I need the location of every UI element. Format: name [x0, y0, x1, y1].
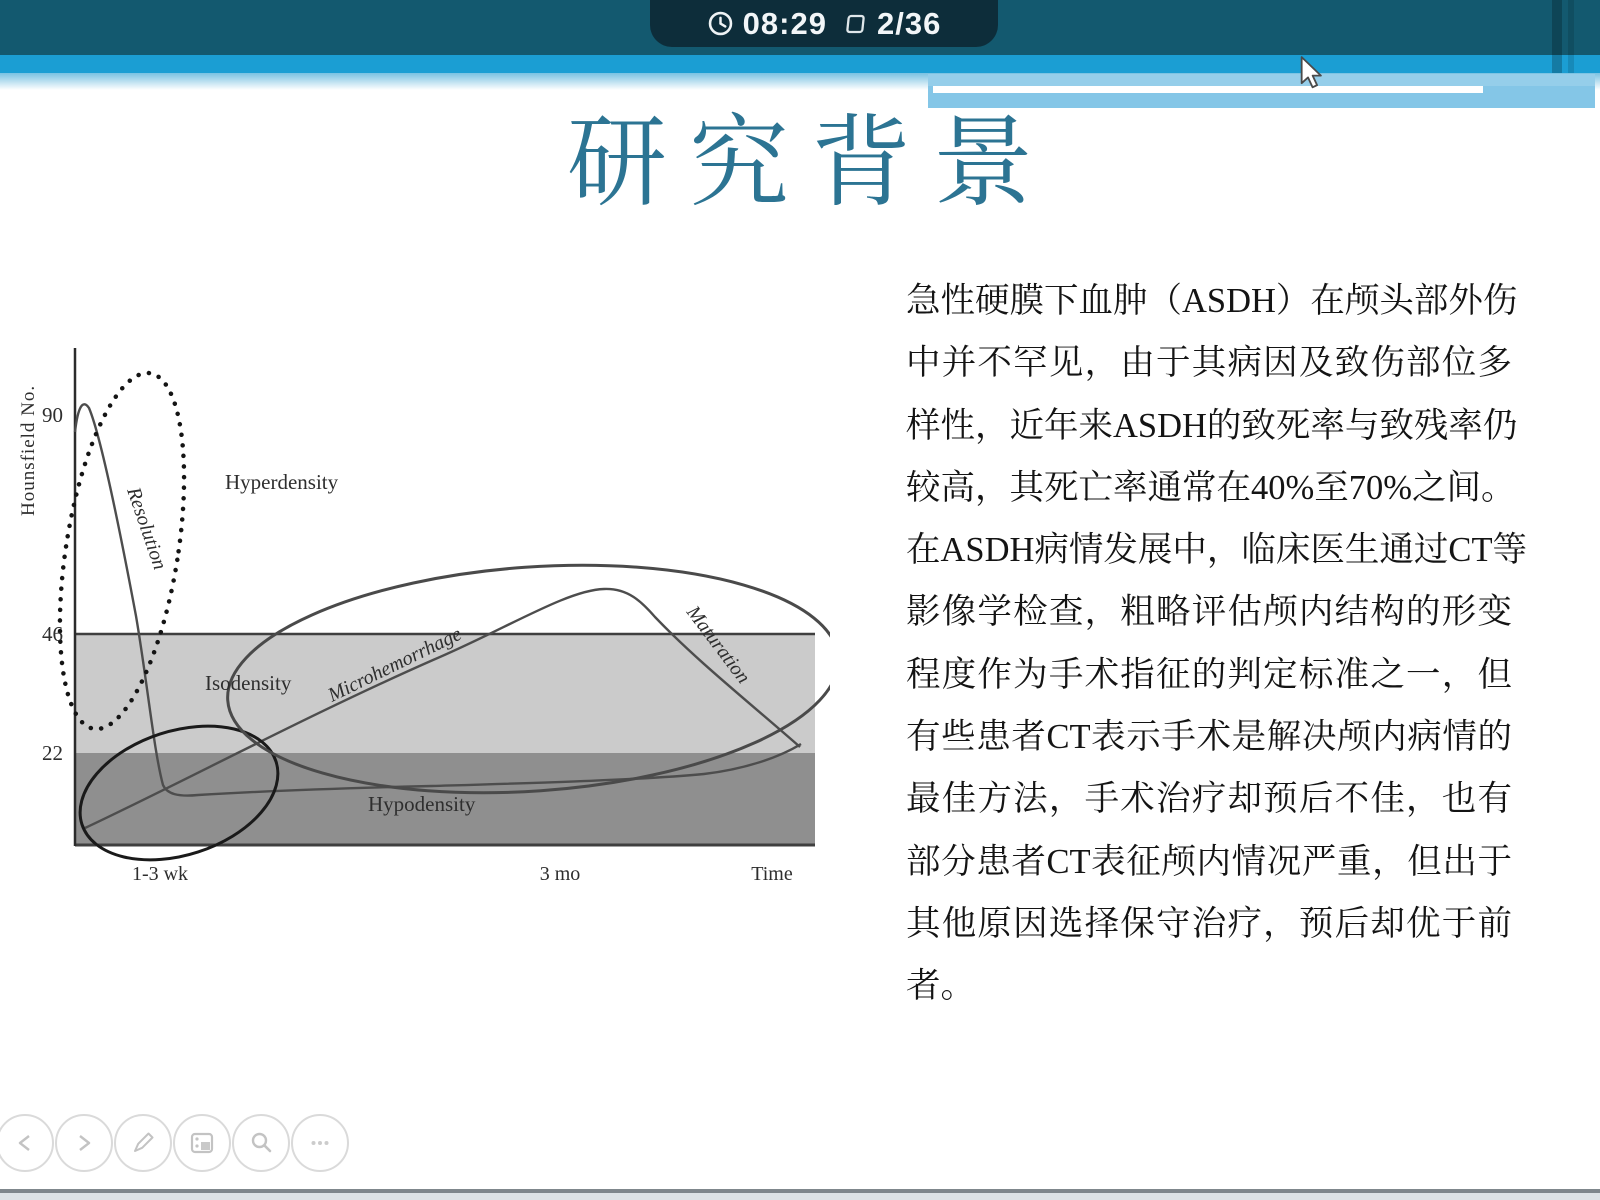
header-decoration [928, 74, 1595, 108]
slide-body-text [906, 270, 1528, 1018]
ytick-46: 46 [42, 622, 63, 646]
figure-svg [10, 332, 830, 898]
xtick-1-3wk: 1-3 wk [131, 863, 189, 885]
window-edge-streak [1552, 0, 1562, 73]
maturation-annotation: Maturation [682, 601, 755, 688]
body-line: 急性硬膜下血肿（ASDH）在颅头部外伤 [906, 282, 1518, 320]
page-icon [843, 12, 870, 36]
body-line: 程度作为手术指征的判定标准之一，但 [906, 655, 1512, 694]
ytick-90: 90 [42, 403, 63, 427]
clock-icon [707, 10, 734, 37]
next-arrow-icon [69, 1128, 99, 1158]
xtick-3mo: 3 mo [539, 863, 581, 885]
body-line: 样性，近年来ASDH的致死率与致残率仍 [906, 406, 1518, 445]
slide-title: 研究背景 [567, 108, 1055, 219]
more-options-button[interactable] [291, 1114, 349, 1172]
more-dots-icon [305, 1128, 335, 1158]
previous-arrow-icon [10, 1128, 40, 1158]
body-line: 部分患者CT表征颅内情况严重，但出于 [906, 842, 1512, 881]
body-line: 最佳方法，手术治疗却预后不佳，也有 [906, 780, 1512, 819]
ytick-22: 22 [42, 741, 63, 765]
window-edge-streak [1568, 0, 1574, 73]
next-slide-button[interactable] [55, 1114, 113, 1172]
isodensity-label: Isodensity [205, 671, 292, 695]
hypodensity-label: Hypodensity [368, 792, 476, 816]
microhemorrhage-annotation: Microhemorrhage [324, 622, 466, 707]
slides-film-button[interactable] [173, 1114, 231, 1172]
zoom-button[interactable] [232, 1114, 290, 1172]
magnifier-icon [246, 1128, 276, 1158]
pen-icon [128, 1128, 158, 1158]
body-line: 有些患者CT表示手术是解决颅内病情的 [906, 718, 1512, 757]
status-page-indicator: 2/36 [876, 5, 942, 41]
decoration-white-line [933, 86, 1483, 93]
body-line: 其他原因选择保守治疗，预后却优于前 [906, 904, 1512, 943]
status-time: 08:29 [742, 5, 827, 41]
resolution-annotation: Resolution [122, 484, 171, 573]
previous-slide-button[interactable] [0, 1114, 54, 1172]
body-line: 在ASDH病情发展中，临床医生通过CT等 [906, 531, 1528, 570]
mouse-cursor [1300, 56, 1326, 90]
body-line: 中并不罕见，由于其病因及致伤部位多 [906, 344, 1512, 383]
body-line: 影像学检查，粗略评估颅内结构的形变 [906, 593, 1512, 632]
film-icon [186, 1127, 218, 1159]
bottom-edge [0, 1193, 1600, 1200]
hyperdensity-label: Hyperdensity [225, 470, 339, 494]
annotate-pen-button[interactable] [114, 1114, 172, 1172]
player-toolbar [0, 1114, 349, 1172]
y-axis-label: Hounsfield No. [18, 384, 39, 516]
decoration-highlight [928, 74, 1595, 86]
body-line: 较高，其死亡率通常在40%至70%之间。 [906, 468, 1516, 507]
xtick-time: Time [751, 863, 793, 885]
status-tab [650, 0, 998, 47]
density-time-figure [10, 332, 830, 898]
body-line: 者。 [906, 967, 975, 1006]
accent-strip [0, 55, 1600, 73]
